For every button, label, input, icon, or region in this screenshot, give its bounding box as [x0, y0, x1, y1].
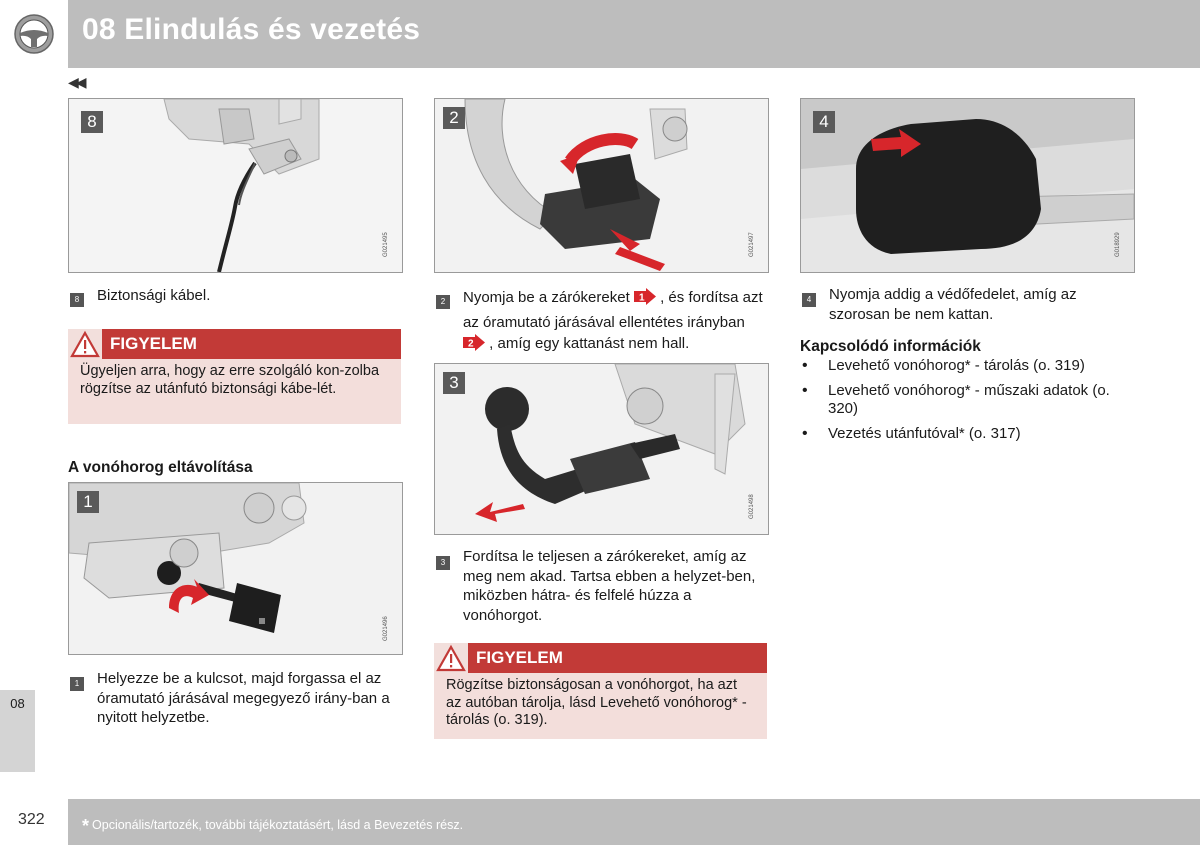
footnote: [82, 816, 463, 837]
related-link[interactable]: • Levehető vonóhorog* - tárolás (o. 319): [800, 357, 1130, 376]
figure-number: 4: [813, 111, 835, 133]
safety-cable-illustration: [69, 99, 402, 272]
warning-header: [434, 643, 767, 673]
figure-number: 3: [443, 372, 465, 394]
figure-code: G021496: [383, 616, 389, 641]
step-3-caption: Fordítsa le teljesen a zárókereket, amíg az meg nem akad. Tartsa ebben a helyzet-ben, miközben hátra- és felfelé húzza a vonóhorgot.: [463, 548, 756, 624]
figure-code: G018929: [1115, 232, 1121, 257]
warning-title: FIGYELEM: [476, 648, 563, 667]
related-link[interactable]: • Levehető vonóhorog* - műszaki adatok (o. 320): [800, 382, 1130, 419]
section-heading: A vonóhorog eltávolítása: [68, 459, 253, 476]
step-4-caption: Nyomja addig a védőfedelet, amíg az szorosan be nem kattan.: [829, 286, 1077, 323]
warning-header: [68, 329, 401, 359]
step-8-caption: Biztonsági kábel.: [97, 287, 211, 304]
figure-safety-cable: [68, 98, 403, 273]
chapter-title: 08 Elindulás és vezetés: [82, 13, 421, 46]
figure-number: 8: [81, 111, 103, 133]
warning-text: Rögzítse biztonságosan a vonóhorgot, ha azt az autóban tárolja, lásd Levehető vonóhorog* - tárolás (o. 319).: [434, 673, 767, 739]
protective-cover-illustration: [801, 99, 1134, 272]
step-2-text-c: , amíg egy kattanást nem hall.: [489, 335, 690, 352]
step-2-text-b: , és fordítsa azt az óramutató járásával ellentétes irányban: [463, 289, 763, 331]
related-info-list: [800, 357, 1130, 449]
footnote-text: Opcionális/tartozék, további tájékoztatásért, lásd a Bevezetés rész.: [92, 818, 464, 832]
figure-protective-cover: [800, 98, 1135, 273]
step-badge: 1: [70, 673, 84, 691]
svg-text:1: 1: [638, 292, 645, 304]
figure-number: 1: [77, 491, 99, 513]
step-badge: 3: [436, 552, 450, 570]
insert-key-illustration: [69, 483, 402, 654]
figure-code: G021498: [749, 494, 755, 519]
step-badge: 8: [70, 289, 84, 307]
step-2-text-a: Nyomja be a zárókereket: [463, 289, 630, 306]
red-arrow-2-icon: [463, 334, 485, 358]
warning-text: Ügyeljen arra, hogy az erre szolgáló kon-zolba rögzítse az utánfutó biztonsági kábe-lét.: [68, 359, 401, 424]
figure-code: G021495: [383, 232, 389, 257]
warning-triangle-icon: [68, 329, 102, 359]
double-left-arrow-icon[interactable]: ◀◀: [68, 74, 84, 90]
svg-text:2: 2: [468, 338, 474, 350]
figure-press-wheel: [434, 98, 769, 273]
press-wheel-illustration: [435, 99, 768, 272]
chapter-side-tab: 08: [0, 690, 35, 772]
pull-hook-illustration: [435, 364, 768, 534]
figure-number: 2: [443, 107, 465, 129]
steering-wheel-icon: [13, 13, 55, 55]
figure-pull-hook: [434, 363, 769, 535]
step-2-caption: [463, 287, 766, 358]
page-number: 322: [18, 811, 45, 828]
figure-code: G021497: [749, 232, 755, 257]
warning-triangle-icon: [434, 643, 468, 673]
related-link[interactable]: • Vezetés utánfutóval* (o. 317): [800, 425, 1130, 444]
related-info-heading: Kapcsolódó információk: [800, 338, 981, 355]
footnote-star: *: [82, 816, 90, 836]
figure-insert-key: [68, 482, 403, 655]
step-1-caption: Helyezze be a kulcsot, majd forgassa el az óramutató járásával megegyező irány-ban a nyitott helyzetbe.: [97, 670, 390, 726]
step-badge: 4: [802, 289, 816, 307]
warning-box: [68, 329, 401, 424]
warning-box: [434, 643, 767, 739]
warning-title: FIGYELEM: [110, 334, 197, 353]
red-arrow-1-icon: [634, 288, 656, 312]
step-badge: 2: [436, 291, 450, 309]
